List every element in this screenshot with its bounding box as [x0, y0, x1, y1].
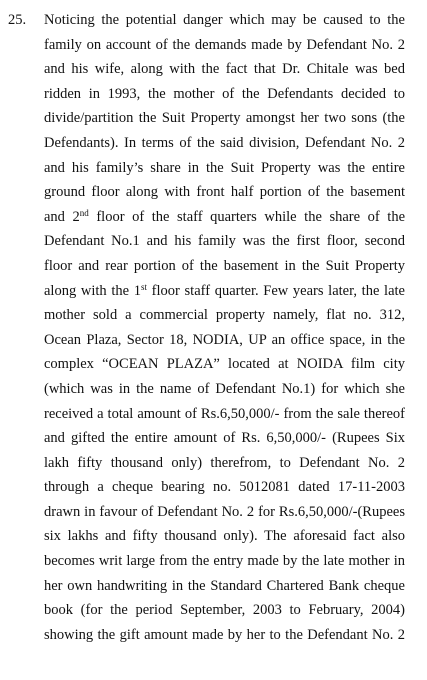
text-segment: along with the 1	[44, 282, 141, 299]
text-line	[44, 205, 405, 230]
text-segment: floor staff quarter. Few years later, the late	[147, 282, 405, 299]
text-segment: floor of the staff quarters while the share of the	[88, 208, 406, 225]
text-line: and his family’s share in the Suit Property was the entire	[44, 159, 405, 176]
text-line: (which was in the name of Defendant No.1) for which she	[44, 380, 405, 397]
text-line	[44, 279, 405, 304]
paragraph-body	[44, 8, 405, 647]
text-line: Defendant No.1 and his family was the first floor, second	[44, 233, 405, 250]
text-line: through a cheque bearing no. 5012081 dated 17-11-2003	[44, 479, 405, 496]
text-line: divide/partition the Suit Property amongst her two sons (the	[44, 110, 405, 127]
text-line: received a total amount of Rs.6,50,000/- from the sale thereof	[44, 405, 405, 422]
paragraph-number: 25.	[8, 12, 27, 28]
text-segment: and 2	[44, 208, 80, 225]
text-line: lakh fifty thousand only) therefrom, to Defendant No. 2	[44, 454, 405, 471]
text-line: family on account of the demands made by Defendant No. 2	[44, 36, 405, 53]
text-line: floor and rear portion of the basement in the Suit Property	[44, 257, 405, 274]
text-line: Ocean Plaza, Sector 18, NODIA, UP an office space, in the	[44, 331, 405, 348]
text-line: and his wife, along with the fact that Dr. Chitale was bed	[44, 61, 405, 78]
text-line: her own handwriting in the Standard Chartered Bank cheque	[44, 577, 405, 594]
text-line: mother sold a commercial property namely, flat no. 312,	[44, 307, 405, 324]
ordinal-superscript: st	[140, 281, 147, 292]
text-line: drawn in favour of Defendant No. 2 for Rs.6,50,000/-(Rupees	[44, 503, 405, 520]
text-line: ground floor along with front half portion of the basement	[44, 184, 405, 201]
text-line: book (for the period September, 2003 to February, 2004)	[44, 602, 405, 619]
text-line: complex “OCEAN PLAZA” located at NOIDA film city	[44, 356, 405, 373]
text-line: six lakhs and fifty thousand only). The aforesaid fact also	[44, 528, 405, 545]
text-line: Defendants). In terms of the said division, Defendant No. 2	[44, 134, 405, 151]
text-line: Noticing the potential danger which may be caused to the	[44, 12, 405, 28]
text-line: showing the gift amount made by her to the Defendant No. 2	[44, 626, 405, 643]
text-line: and gifted the entire amount of Rs. 6,50,000/- (Rupees Six	[44, 430, 405, 447]
ordinal-superscript: nd	[79, 207, 89, 218]
text-line: becomes writ large from the entry made by the late mother in	[44, 553, 405, 570]
text-line: ridden in 1993, the mother of the Defendants decided to	[44, 85, 405, 102]
